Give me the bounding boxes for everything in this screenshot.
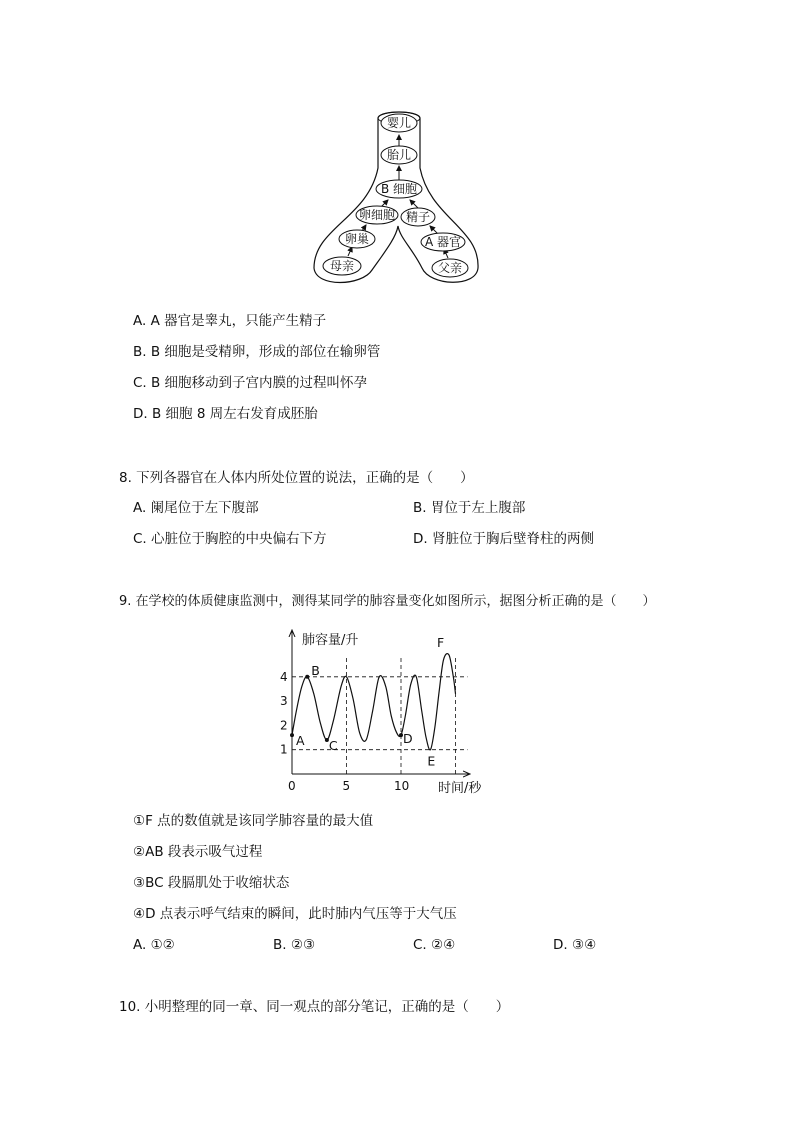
x-tick-label: 10 [394,779,410,793]
q7-option-a: A. A 器官是睾丸，只能产生精子 [133,313,327,329]
q8-option-b: B. 胃位于左上腹部 [413,500,526,516]
q9-option-c: C. ②④ [413,937,456,953]
point-label-f: F [436,634,445,650]
point-label-b: B [311,662,320,678]
node-cell-b: B 细胞 [380,182,418,196]
q8-option-c: C. 心脏位于胸腔的中央偏右下方 [133,531,327,547]
q7-option-b: B. B 细胞是受精卵，形成的部位在输卵管 [133,344,381,360]
q10-stem: 10. 小明整理的同一章、同一观点的部分笔记，正确的是（ ） [119,999,510,1015]
node-mother: 母亲 [329,259,355,273]
point-label-a: A [296,733,305,749]
q9-statement-4: ④D 点表示呼气结束的瞬间，此时肺内气压等于大气压 [133,906,457,922]
q7-option-d: D. B 细胞 8 周左右发育成胚胎 [133,406,318,422]
point-label-e: E [427,753,436,769]
lung-volume-chart [272,624,502,800]
y-axis-label: 肺容量/升 [302,633,359,648]
point-a [290,733,294,737]
q8-option-d: D. 肾脏位于胸后壁脊柱的两侧 [413,531,594,547]
x-axis-label: 时间/秒 [438,781,482,796]
node-fetus: 胎儿 [386,148,412,162]
q9-statement-1: ①F 点的数值就是该同学肺容量的最大值 [133,813,374,829]
q9-option-a: A. ①② [133,937,175,953]
point-label-c: C [328,737,338,753]
x-tick-label: 0 [288,779,296,793]
q9-option-b: B. ②③ [273,937,316,953]
q9-option-d: D. ③④ [553,937,597,953]
q8-option-a: A. 阑尾位于左下腹部 [133,500,259,516]
node-egg: 卵细胞 [358,208,396,222]
reproduction-diagram [300,108,500,288]
point-b [305,675,309,679]
point-label-d: D [403,731,413,747]
q7-option-c: C. B 细胞移动到子宫内膜的过程叫怀孕 [133,375,368,391]
q9-statement-3: ③BC 段膈肌处于收缩状态 [133,875,290,891]
x-tick-label: 5 [342,779,351,793]
y-tick-label: 3 [280,694,288,709]
q9-stem: 9. 在学校的体质健康监测中，测得某同学的肺容量变化如图所示，据图分析正确的是（ ） [119,594,656,609]
node-sperm: 精子 [405,210,431,224]
node-organ-a: A 器官 [424,235,462,249]
node-father: 父亲 [437,261,463,275]
node-ovary: 卵巢 [344,232,370,246]
y-tick-label: 4 [280,669,288,684]
q8-stem: 8. 下列各器官在人体内所处位置的说法，正确的是（ ） [119,470,474,486]
y-tick-label: 2 [280,718,288,733]
q9-statement-2: ②AB 段表示吸气过程 [133,844,263,860]
y-tick-label: 1 [280,742,288,757]
node-baby: 婴儿 [386,116,412,130]
